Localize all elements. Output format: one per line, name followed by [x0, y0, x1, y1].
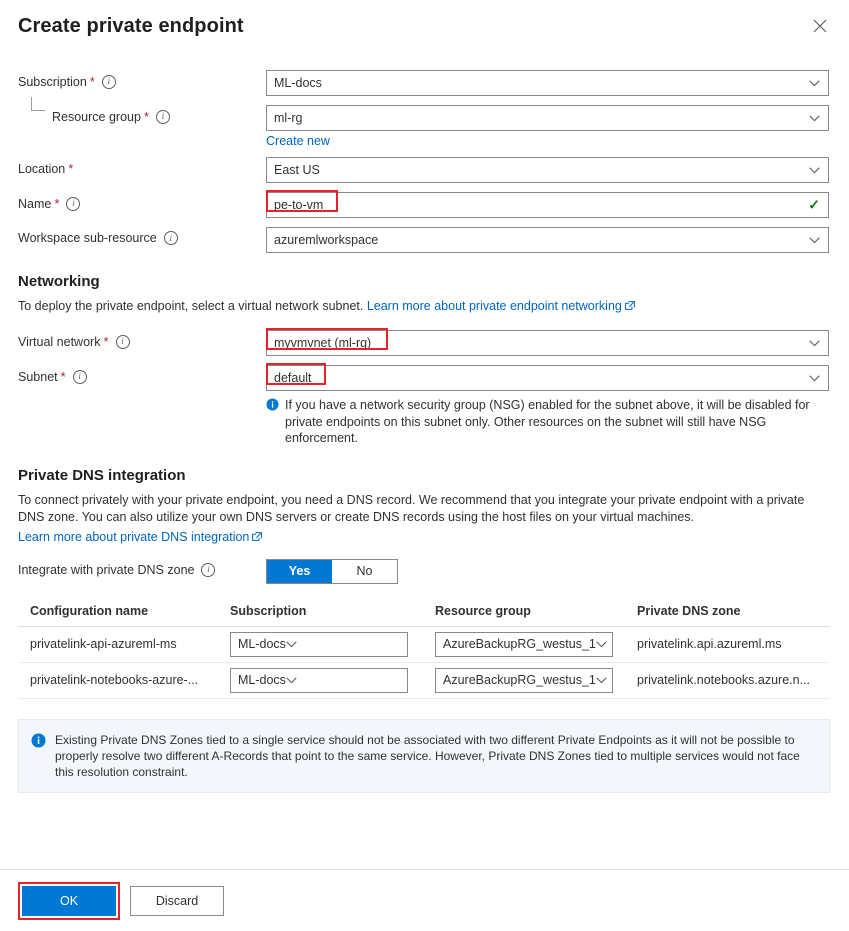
chevron-down-icon — [809, 233, 820, 247]
valid-check-icon: ✓ — [808, 196, 820, 213]
required-marker: * — [103, 334, 109, 349]
row-subscription-select[interactable] — [230, 668, 408, 693]
column-header-configuration-name: Configuration name — [18, 598, 218, 627]
subnet-field — [266, 365, 829, 447]
create-new-resource-group-link[interactable]: Create new — [266, 134, 330, 148]
dns-description: To connect privately with your private endpoint, you need a DNS record. We recommend that you integrate your private endpoint with a private DNS zone. You can also utilize your own DNS servers or create DNS records using the host files on your virtual machines. — [18, 492, 805, 524]
cell-private-dns-zone: privatelink.api.azureml.ms — [625, 626, 830, 662]
subnet-select[interactable] — [266, 365, 829, 391]
ok-button[interactable]: OK — [22, 886, 116, 916]
virtual-network-select[interactable] — [266, 330, 829, 356]
subnet-label — [18, 365, 266, 384]
info-icon[interactable]: i — [66, 197, 80, 211]
integrate-dns-toggle[interactable] — [266, 559, 398, 584]
dns-info-banner-text: Existing Private DNS Zones tied to a single service should not be associated with two different Private Endpoints as it will not be possible to properly resolve two different A-Records that point to the same service. However, Private DNS Zones tied to multiple services would not face this resolution constraint. — [55, 732, 800, 779]
column-header-subscription: Subscription — [218, 598, 423, 627]
row-resource-group-value: AzureBackupRG_westus_1 — [443, 673, 596, 687]
row-subscription-value: ML-docs — [238, 637, 286, 651]
info-icon[interactable]: i — [164, 231, 178, 245]
field-row-resource-group — [18, 105, 831, 148]
virtual-network-label-text: Virtual network — [18, 334, 101, 349]
integrate-dns-label — [18, 559, 266, 577]
chevron-down-icon — [596, 637, 607, 651]
name-input[interactable] — [266, 192, 829, 218]
field-row-subnet — [18, 365, 831, 447]
name-field — [266, 192, 829, 218]
networking-section-title: Networking — [18, 273, 100, 290]
row-resource-group-select[interactable] — [435, 632, 613, 657]
resource-group-select[interactable] — [266, 105, 829, 131]
workspace-sub-resource-select[interactable] — [266, 227, 829, 253]
resource-group-value: ml-rg — [274, 111, 303, 125]
name-label — [18, 192, 266, 211]
row-subscription-select[interactable] — [230, 632, 408, 657]
row-resource-group-select[interactable] — [435, 668, 613, 693]
workspace-sub-resource-value: azuremlworkspace — [274, 233, 379, 247]
info-circle-icon — [31, 733, 46, 780]
resource-group-label — [18, 105, 266, 124]
subscription-value: ML-docs — [274, 76, 322, 90]
required-marker: * — [54, 196, 60, 211]
subnet-value: default — [274, 371, 312, 385]
field-row-integrate-dns — [18, 559, 831, 584]
resource-group-field — [266, 105, 829, 148]
field-row-workspace-sub-resource — [18, 227, 831, 253]
cell-configuration-name: privatelink-api-azureml-ms — [18, 626, 218, 662]
subscription-label — [18, 70, 266, 89]
cell-subscription — [218, 626, 423, 662]
field-row-location — [18, 157, 831, 183]
column-header-private-dns-zone: Private DNS zone — [625, 598, 830, 627]
toggle-option-yes[interactable]: Yes — [267, 560, 332, 583]
dns-table-head — [18, 598, 830, 627]
panel-header — [0, 0, 849, 52]
virtual-network-field — [266, 330, 829, 356]
networking-description-text: To deploy the private endpoint, select a virtual network subnet. — [18, 299, 364, 313]
cell-resource-group — [423, 662, 625, 698]
subnet-nsg-note-text: If you have a network security group (NSG) enabled for the subnet above, it will be disabled for private endpoints on this subnet only. Other resources on the subnet will still have NSG enforcement. — [285, 398, 810, 445]
dns-learn-more-row — [18, 530, 831, 545]
location-label-text: Location — [18, 161, 66, 176]
chevron-down-icon — [286, 673, 297, 687]
integrate-dns-field — [266, 559, 829, 584]
external-link-icon — [625, 299, 635, 316]
row-subscription-value: ML-docs — [238, 673, 286, 687]
integrate-dns-label-text: Integrate with private DNS zone — [18, 562, 195, 577]
required-marker: * — [60, 369, 66, 384]
toggle-option-no[interactable]: No — [332, 560, 397, 583]
workspace-sub-resource-field — [266, 227, 829, 253]
required-marker: * — [143, 109, 150, 124]
info-icon[interactable]: i — [116, 335, 130, 349]
field-row-virtual-network — [18, 330, 831, 356]
required-marker: * — [68, 161, 74, 176]
dns-table-header-row — [18, 598, 830, 627]
chevron-down-icon — [596, 673, 607, 687]
location-select[interactable] — [266, 157, 829, 183]
resource-group-label-text: Resource group — [52, 109, 141, 124]
close-icon[interactable] — [805, 11, 835, 41]
networking-learn-more-link[interactable]: Learn more about private endpoint networking — [366, 299, 622, 313]
external-link-icon — [252, 531, 262, 545]
row-resource-group-value: AzureBackupRG_westus_1 — [443, 637, 596, 651]
subscription-field — [266, 70, 829, 96]
workspace-sub-resource-label — [18, 227, 266, 245]
subscription-select[interactable] — [266, 70, 829, 96]
required-marker: * — [89, 74, 95, 89]
location-label — [18, 157, 266, 176]
dns-learn-more-link[interactable]: Learn more about private DNS integration — [18, 529, 250, 544]
close-glyph — [813, 19, 827, 33]
panel-body — [0, 52, 849, 869]
location-field — [266, 157, 829, 183]
subnet-label-text: Subnet — [18, 369, 58, 384]
info-icon[interactable]: i — [73, 370, 87, 384]
info-icon[interactable]: i — [201, 563, 215, 577]
column-header-resource-group: Resource group — [423, 598, 625, 627]
cell-resource-group — [423, 626, 625, 662]
table-row — [18, 626, 830, 662]
discard-button[interactable]: Discard — [130, 886, 224, 916]
location-value: East US — [274, 163, 320, 177]
info-icon[interactable]: i — [156, 110, 170, 124]
chevron-down-icon — [809, 336, 820, 350]
info-icon[interactable]: i — [102, 75, 116, 89]
subnet-input-wrap — [266, 365, 829, 391]
table-row — [18, 662, 830, 698]
workspace-sub-resource-label-text: Workspace sub-resource — [18, 231, 157, 245]
page-title: Create private endpoint — [18, 14, 244, 37]
field-row-name — [18, 192, 831, 218]
chevron-down-icon — [809, 371, 820, 385]
chevron-down-icon — [809, 111, 820, 125]
virtual-network-label — [18, 330, 266, 349]
cell-subscription — [218, 662, 423, 698]
info-circle-icon — [266, 398, 279, 447]
cell-private-dns-zone: privatelink.notebooks.azure.n... — [625, 662, 830, 698]
virtual-network-value: myvmvnet (ml-rg) — [274, 336, 372, 350]
dns-info-banner — [18, 719, 830, 793]
dns-table-body — [18, 626, 830, 698]
name-label-text: Name — [18, 196, 52, 211]
subscription-label-text: Subscription — [18, 74, 87, 89]
dns-section-title: Private DNS integration — [18, 466, 186, 484]
cell-configuration-name: privatelink-notebooks-azure-... — [18, 662, 218, 698]
networking-description — [18, 298, 830, 316]
chevron-down-icon — [286, 637, 297, 651]
dns-configuration-table — [18, 598, 830, 699]
field-row-subscription — [18, 70, 831, 96]
chevron-down-icon — [809, 163, 820, 177]
subnet-nsg-note — [266, 397, 829, 447]
highlight-box-ok — [18, 882, 120, 920]
name-value: pe-to-vm — [274, 198, 324, 212]
panel-footer — [0, 869, 849, 931]
chevron-down-icon — [809, 76, 820, 90]
tree-bracket-icon — [31, 97, 45, 111]
